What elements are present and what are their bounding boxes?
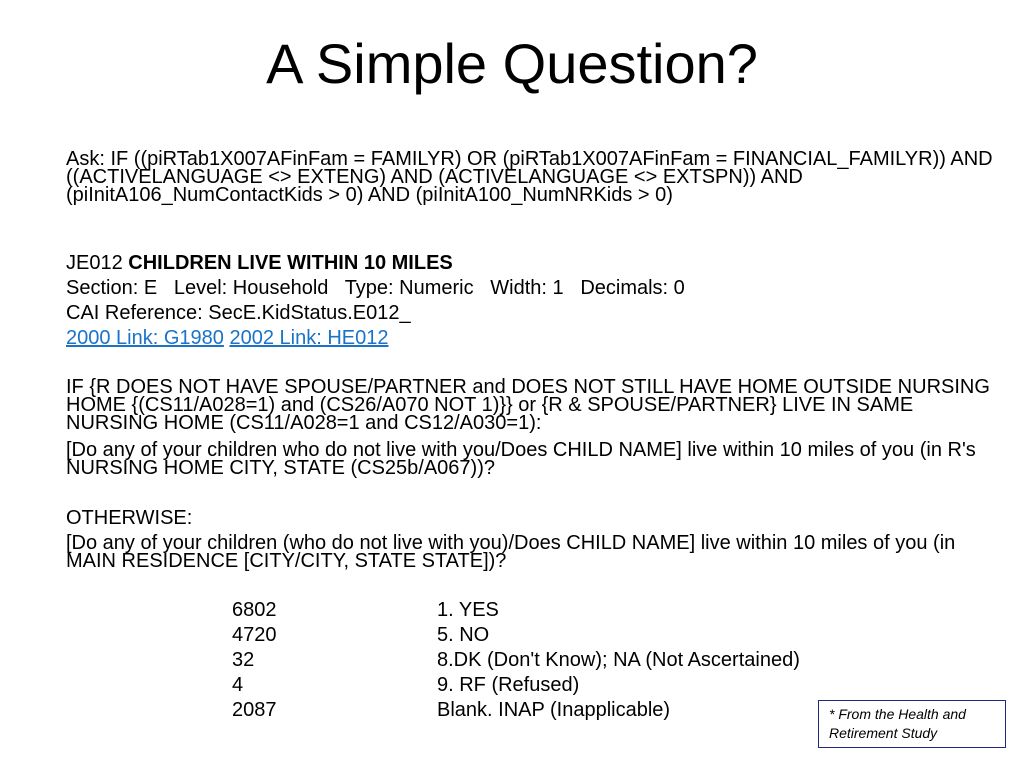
otherwise-question: [Do any of your children (who do not live with you)/Does CHILD NAME] live within 10 miles of you (in MAIN RESIDENCE [CITY/CITY, STATE STATE])? [66,532,956,572]
question-header [66,251,453,275]
slide-title: A Simple Question? [266,32,758,95]
response-label: 8.DK (Don't Know); NA (Not Ascertained) [437,649,800,671]
question-id: JE012 [66,252,123,274]
response-count: 2087 [232,699,277,721]
version-links [66,326,388,350]
response-label: Blank. INAP (Inapplicable) [437,699,671,721]
response-label: 1. YES [437,599,499,621]
response-count: 32 [232,649,255,671]
otherwise-label: OTHERWISE: [66,507,193,529]
if-question: [Do any of your children who do not live with you/Does CHILD NAME] live within 10 miles of you (in R's NURSING HOME CITY, STATE (CS25b/A067))? [66,439,976,479]
question-name: CHILDREN LIVE WITHIN 10 MILES [128,252,453,274]
if-condition: IF {R DOES NOT HAVE SPOUSE/PARTNER and DOES NOT STILL HAVE HOME OUTSIDE NURSING HOME {(CS11/A028=1) and (CS26/A070 NOT 1)}} or {R & SPOUSE/PARTNER} LIVE IN SAME NURSING HOME (CS11/A028=1 and CS12/A030=1): [66,376,990,434]
ask-condition: Ask: IF ((piRTab1X007AFinFam = FAMILYR) OR (piRTab1X007AFinFam = FINANCIAL_FAMILYR)) AND ((ACTIVELANGUAGE <> EXTENG) AND (ACTIVELANGUAGE <> EXTSPN)) AND (piInitA106_NumContactKids > 0) AND (piInitA100_NumNRKids > 0) [66,148,993,206]
question-meta: Section: E Level: Household Type: Numeric Width: 1 Decimals: 0 [66,277,685,299]
link-2000[interactable]: 2000 Link: G1980 [66,327,224,349]
response-count: 6802 [232,599,277,621]
cai-reference: CAI Reference: SecE.KidStatus.E012_ [66,302,411,324]
response-label: 9. RF (Refused) [437,674,580,696]
source-footnote: * From the Health and Retirement Study [818,700,1006,748]
link-2002[interactable]: 2002 Link: HE012 [229,327,389,349]
response-count: 4720 [232,624,277,646]
response-label: 5. NO [437,624,490,646]
response-count: 4 [232,674,244,696]
